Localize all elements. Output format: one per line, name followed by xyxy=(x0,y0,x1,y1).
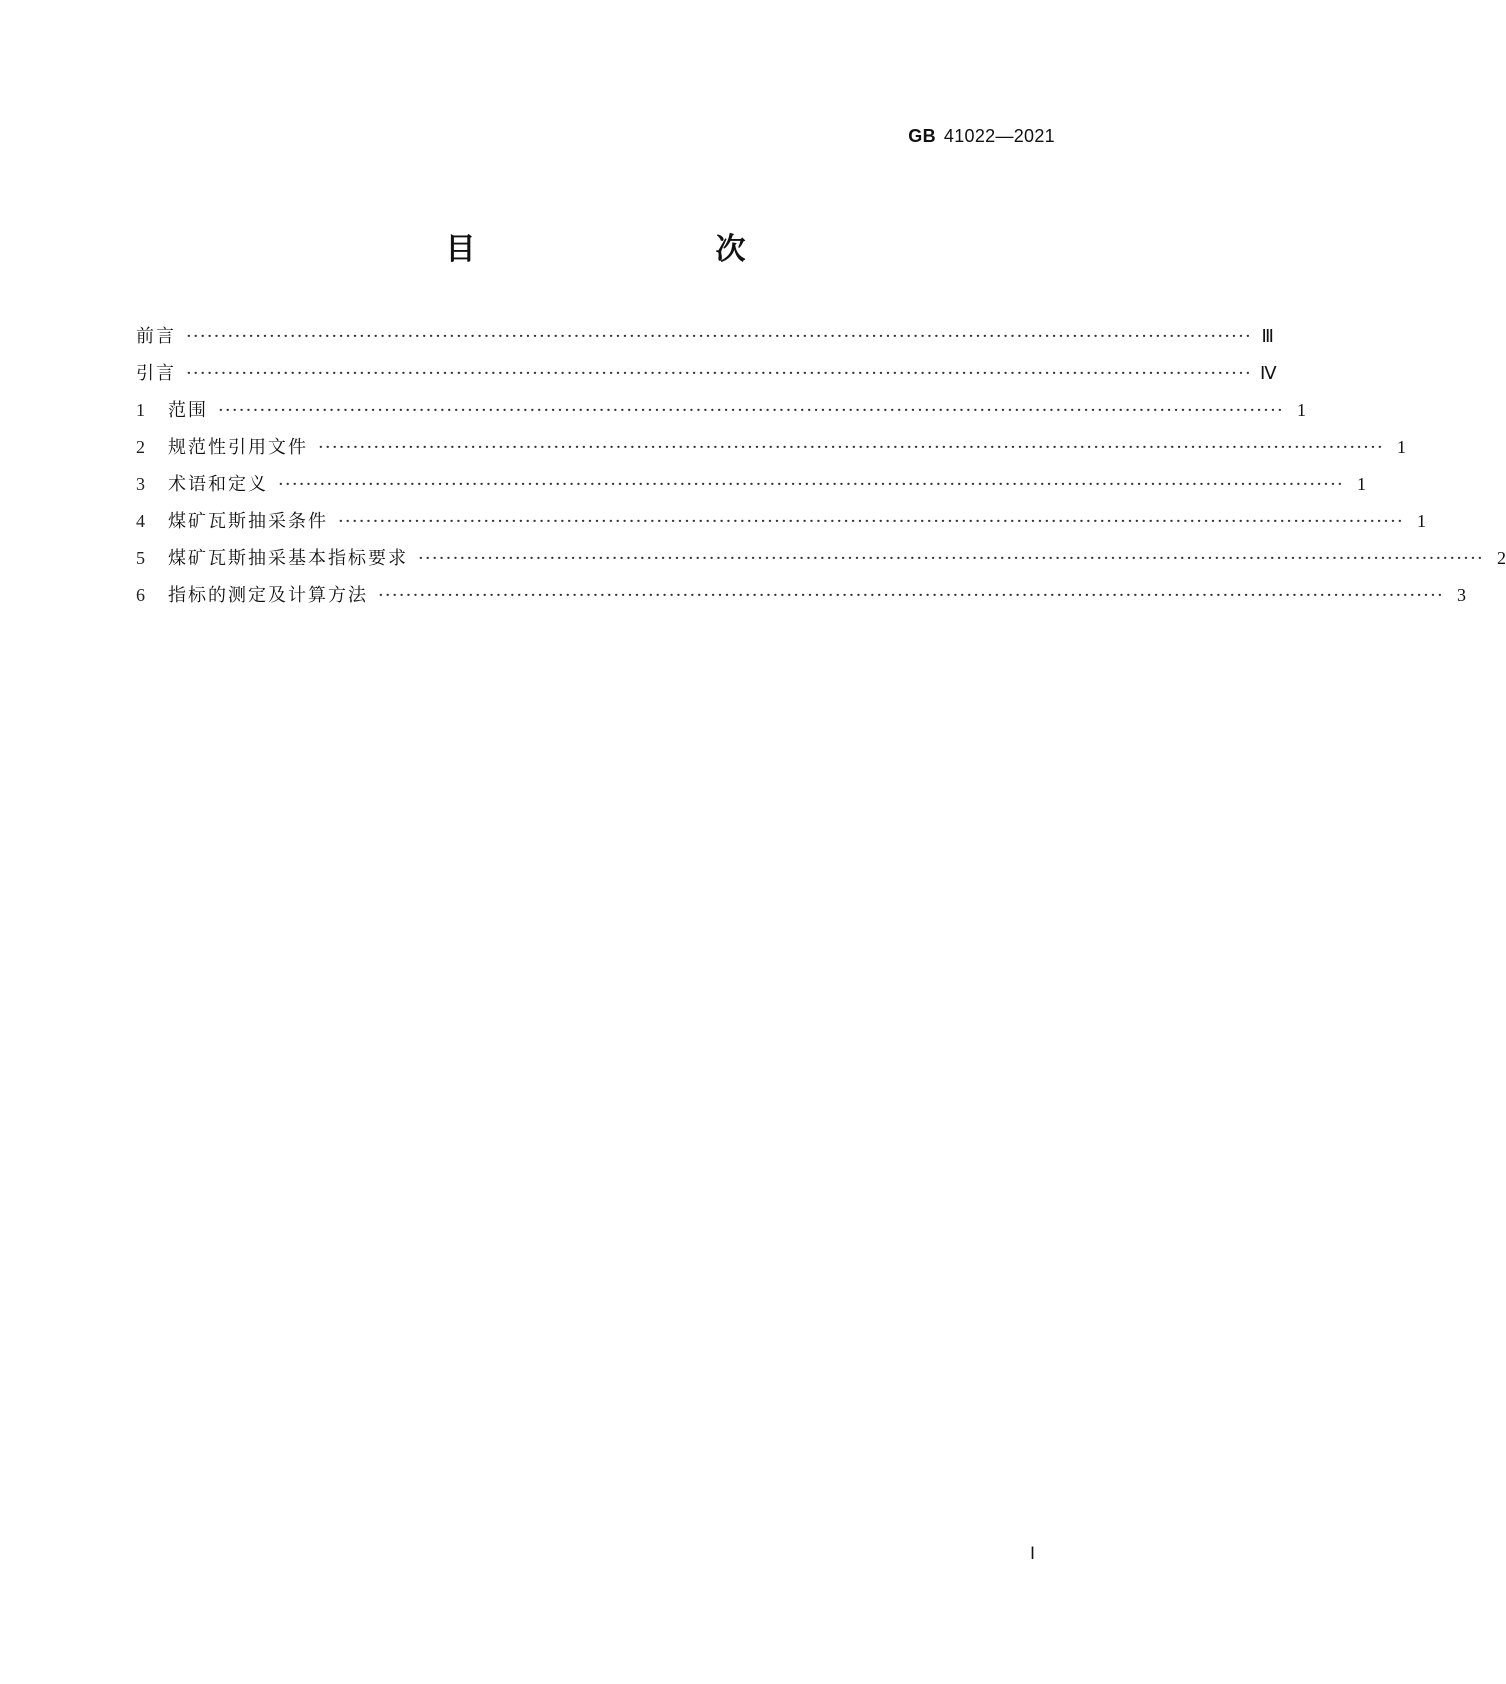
toc-entry-label: 规范性引用文件 xyxy=(168,437,308,458)
toc-entry-number: 4 xyxy=(136,511,145,531)
toc-entry-foreword[interactable] xyxy=(136,322,1274,359)
toc-entry-number: 1 xyxy=(136,400,145,420)
table-of-contents xyxy=(136,322,1506,618)
toc-entry-label: 煤矿瓦斯抽采基本指标要求 xyxy=(168,548,408,569)
toc-entry-number: 3 xyxy=(136,474,145,494)
toc-entry-page: 1 xyxy=(1396,437,1406,457)
toc-entry-page: 1 xyxy=(1296,400,1306,420)
dot-leader: ·························································································································································· xyxy=(186,326,1252,347)
standard-number: 41022—2021 xyxy=(943,126,1055,146)
toc-entry-page: 1 xyxy=(1416,511,1426,531)
toc-entry-page: Ⅳ xyxy=(1259,363,1277,383)
toc-entry-page: 3 xyxy=(1456,585,1466,605)
dot-leader: ·························································································································································· xyxy=(378,585,1444,606)
dot-leader: ·························································································································································· xyxy=(318,437,1384,458)
standard-prefix: GB xyxy=(908,126,936,146)
toc-entry-page: Ⅲ xyxy=(1261,326,1274,346)
toc-entry-number: 6 xyxy=(136,585,145,605)
toc-entry-label: 范围 xyxy=(168,400,208,421)
dot-leader: ·························································································································································· xyxy=(338,511,1404,532)
toc-entry-number: 5 xyxy=(136,548,145,568)
toc-entry-5[interactable] xyxy=(136,544,1506,581)
toc-entry-label: 煤矿瓦斯抽采条件 xyxy=(168,511,328,532)
dot-leader: ·························································································································································· xyxy=(418,548,1484,569)
toc-entry-6[interactable] xyxy=(136,581,1466,618)
toc-entry-number: 2 xyxy=(136,437,145,457)
dot-leader: ·························································································································································· xyxy=(186,363,1252,384)
toc-entry-label: 指标的测定及计算方法 xyxy=(168,585,368,606)
toc-entry-1[interactable] xyxy=(136,396,1306,433)
toc-entry-label: 术语和定义 xyxy=(168,474,268,495)
toc-entry-label: 前言 xyxy=(136,326,176,347)
toc-entry-page: 1 xyxy=(1356,474,1366,494)
toc-entry-3[interactable] xyxy=(136,470,1366,507)
toc-entry-4[interactable] xyxy=(136,507,1426,544)
dot-leader: ·························································································································································· xyxy=(218,400,1284,421)
toc-entry-introduction[interactable] xyxy=(136,359,1277,396)
toc-entry-page: 2 xyxy=(1496,548,1506,568)
page-title: 目 次 xyxy=(445,232,806,267)
document-code xyxy=(908,126,1055,147)
toc-entry-label: 引言 xyxy=(136,363,176,384)
dot-leader: ·························································································································································· xyxy=(278,474,1344,495)
page-number: Ⅰ xyxy=(1029,1544,1035,1563)
toc-entry-2[interactable] xyxy=(136,433,1406,470)
